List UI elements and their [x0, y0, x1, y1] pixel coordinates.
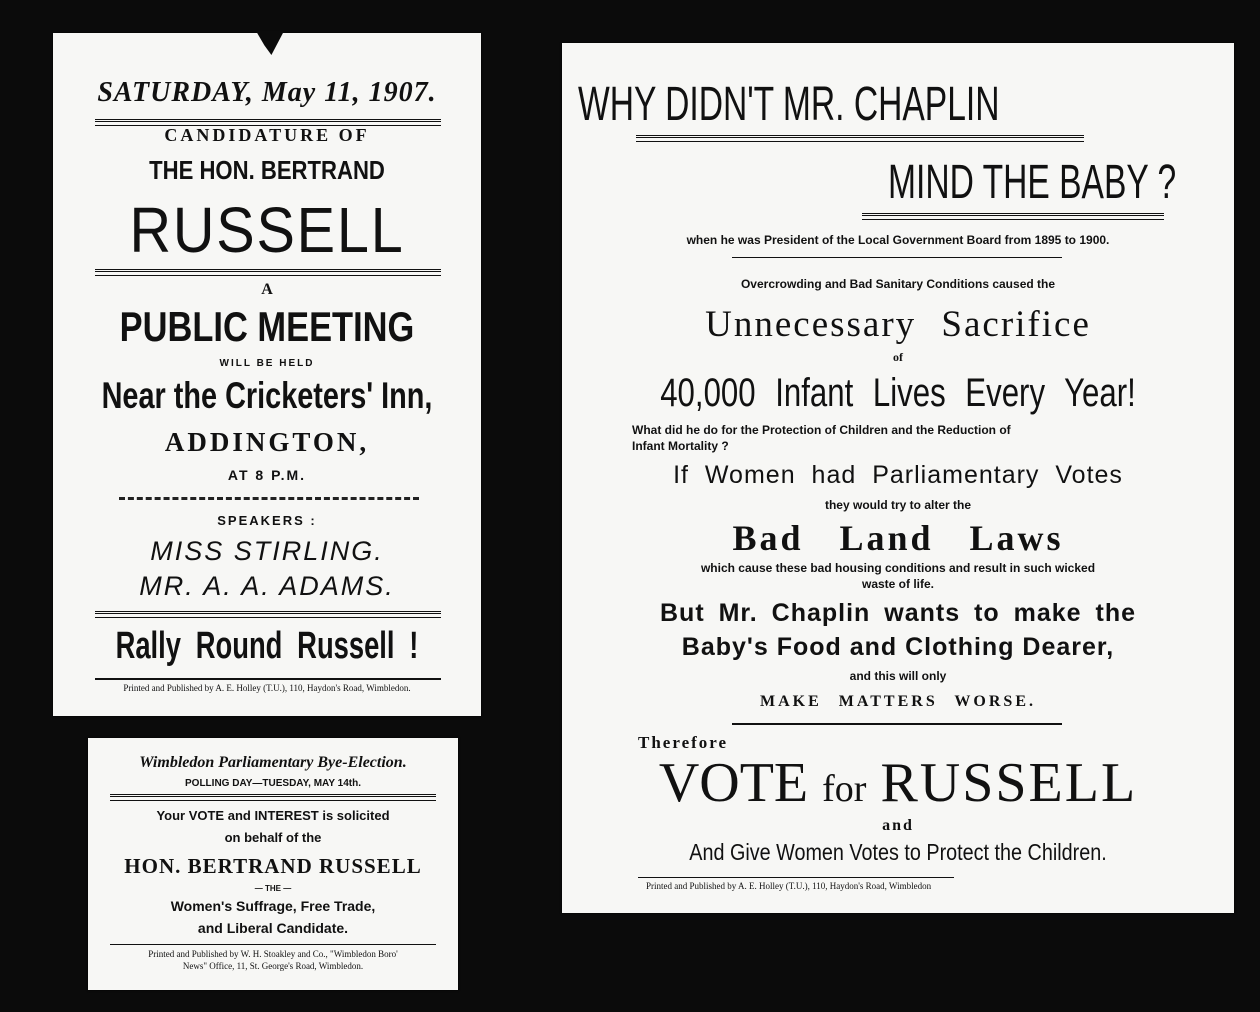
- divider: [95, 678, 441, 680]
- divider: [638, 877, 954, 878]
- make-matters-worse: MAKE MATTERS WORSE.: [760, 693, 1036, 710]
- protect-children: And Give Women Votes to Protect the Children.: [689, 839, 1107, 865]
- card-title: Wimbledon Parliamentary Bye-Election.: [139, 754, 407, 771]
- will-be-held: WILL BE HELD: [219, 358, 315, 369]
- card-line-2: on behalf of the: [224, 830, 322, 845]
- bye-election-card: [88, 738, 458, 990]
- headline-line-1: WHY DIDN'T MR. CHAPLIN: [578, 78, 1000, 131]
- try-to-alter: they would try to alter the: [824, 498, 971, 512]
- card-line-4: and Liberal Candidate.: [197, 920, 349, 936]
- cause-line-2: waste of life.: [861, 577, 935, 591]
- torn-notch: [256, 31, 284, 55]
- public-meeting-poster: [53, 33, 481, 716]
- chaplin-line-2: Baby's Food and Clothing Dearer,: [681, 633, 1115, 661]
- meeting-place: ADDINGTON,: [164, 427, 370, 457]
- speakers-label: SPEAKERS :: [217, 513, 317, 528]
- overcrowding-text: Overcrowding and Bad Sanitary Conditions caused the: [740, 277, 1056, 291]
- speaker-adams: MR. A. A. ADAMS.: [139, 571, 395, 601]
- public-meeting: PUBLIC MEETING: [119, 303, 415, 350]
- divider: [732, 723, 1062, 725]
- unnecessary-sacrifice: Unnecessary Sacrifice: [705, 304, 1091, 345]
- divider: [110, 794, 436, 801]
- question-line-2: Infant Mortality ?: [632, 439, 729, 453]
- women-votes: If Women had Parliamentary Votes: [673, 461, 1123, 489]
- meeting-location: Near the Cricketers' Inn,: [101, 375, 433, 416]
- polling-day: POLLING DAY—TUESDAY, MAY 14th.: [185, 778, 361, 789]
- headline-underline: [636, 135, 1084, 142]
- card-the: — THE —: [254, 884, 292, 893]
- president-subtitle: when he was President of the Local Government Board from 1895 to 1900.: [686, 233, 1110, 247]
- and-label: and: [882, 817, 914, 834]
- speaker-stirling: MISS STIRLING.: [150, 536, 384, 566]
- card-printer-1: Printed and Published by W. H. Stoakley and Co., "Wimbledon Boro': [148, 949, 398, 959]
- vote-for-russell: [562, 751, 1234, 815]
- chaplin-poster: [562, 43, 1234, 913]
- chaplin-line-1: But Mr. Chaplin wants to make the: [660, 599, 1136, 627]
- a-label: A: [261, 281, 273, 298]
- bad-land-laws: Bad Land Laws: [732, 518, 1064, 558]
- chaplin-printer-credit: Printed and Published by A. E. Holley (T.U.), 110, Haydon's Road, Wimbledon: [646, 881, 932, 891]
- divider: [732, 257, 1062, 258]
- card-line-1: Your VOTE and INTEREST is solicited: [156, 808, 390, 823]
- ornament-divider: [119, 497, 419, 500]
- card-candidate-name: HON. BERTRAND RUSSELL: [124, 854, 422, 878]
- rally-round-russell: Rally Round Russell !: [115, 625, 419, 667]
- meeting-time: AT 8 P.M.: [227, 467, 307, 483]
- cause-line-1: which cause these bad housing conditions and result in such wicked: [700, 561, 1096, 575]
- therefore-label: Therefore: [638, 733, 729, 752]
- headline-underline: [862, 213, 1164, 220]
- printer-credit: Printed and Published by A. E. Holley (T.U.), 110, Haydon's Road, Wimbledon.: [123, 683, 411, 693]
- headline-line-2: MIND THE BABY ?: [888, 156, 1177, 209]
- card-printer-2: News" Office, 11, St. George's Road, Wimbledon.: [182, 961, 364, 971]
- card-line-3: Women's Suffrage, Free Trade,: [170, 898, 376, 914]
- vote-word: VOTE: [658, 752, 809, 814]
- for-word: for: [822, 768, 867, 810]
- russell-word: RUSSELL: [880, 752, 1138, 814]
- question-line-1: What did he do for the Protection of Children and the Reduction of: [632, 423, 1011, 437]
- divider: [95, 611, 441, 618]
- infant-lives: 40,000 Infant Lives Every Year!: [660, 371, 1136, 415]
- divider: [110, 944, 436, 945]
- candidature-of: CANDIDATURE OF: [164, 125, 370, 145]
- hon-bertrand: THE HON. BERTRAND: [149, 155, 385, 185]
- of-label: of: [893, 350, 903, 364]
- poster-date: SATURDAY, May 11, 1907.: [97, 77, 437, 108]
- divider: [95, 269, 441, 276]
- will-only: and this will only: [849, 669, 947, 683]
- russell-name: RUSSELL: [129, 194, 405, 266]
